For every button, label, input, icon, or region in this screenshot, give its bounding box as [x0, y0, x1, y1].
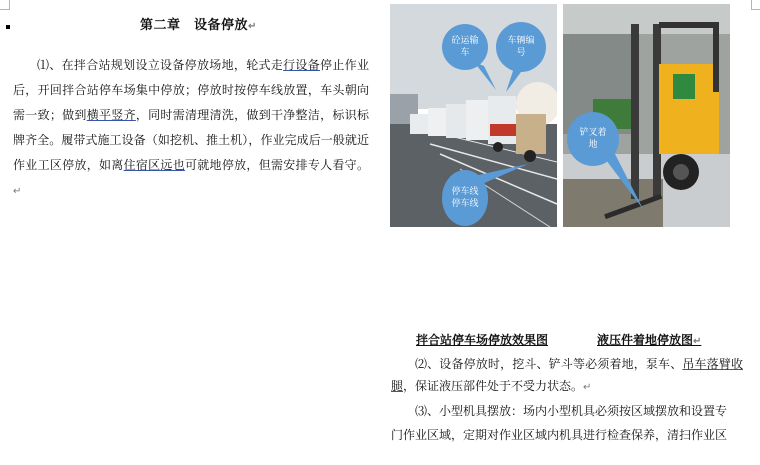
page-corner-mark [751, 0, 760, 10]
underlined-term: 行设备 [283, 58, 321, 72]
callout-concrete-truck: 砼运输车 [442, 24, 488, 70]
underlined-term: 住宿区远也 [123, 158, 185, 172]
paragraph-bullet [6, 25, 10, 29]
paragraph-1: ⑴、在拌合站规划设立设备停放场地，轮式走行设备停止作业后，开回拌合站停车场集中停放；停放时按停车线放置，车头朝向需一致；做到横平竖齐，同时需清理清洗，做到干净整洁，标识标牌齐全。履带式施工设备（如挖机、推土机），作业完成后一般就近作业工区停放，如离住宿区远也可就地停放，但需安排专人看守。↵ [13, 58, 369, 197]
paragraph-3-line-2: 门作业区域，定期对作业区域内机具进行检查保养，清扫作业区 [391, 428, 728, 442]
caption-parking-yard: 拌合站停车场停放效果图 [416, 333, 549, 347]
paragraph-2: ⑵、设备停放时，挖斗、铲斗等必须着地，泵车、吊车落臂收腿，保证液压部件处于不受力状态。↵ [391, 357, 743, 393]
paragraph-3-line-1: ⑶、小型机具摆放：场内小型机具必须按区域摆放和设置专 [415, 404, 728, 418]
underlined-term: 横平竖齐 [86, 108, 136, 122]
callout-fork-grounded: 铲叉着地 [567, 112, 619, 166]
underlined-term: 吊车落臂收腿 [391, 357, 743, 393]
page-corner-mark [0, 0, 10, 10]
forklift-photo [563, 4, 730, 227]
callout-parking-line: 停车线停车线 [442, 170, 488, 226]
callout-vehicle-number: 车辆编号 [496, 22, 546, 72]
parking-yard-photo [390, 4, 557, 227]
caption-hydraulic-grounded: 液压件着地停放图↵ [597, 333, 702, 347]
chapter-title: 第二章 设备停放↵ [140, 18, 257, 33]
